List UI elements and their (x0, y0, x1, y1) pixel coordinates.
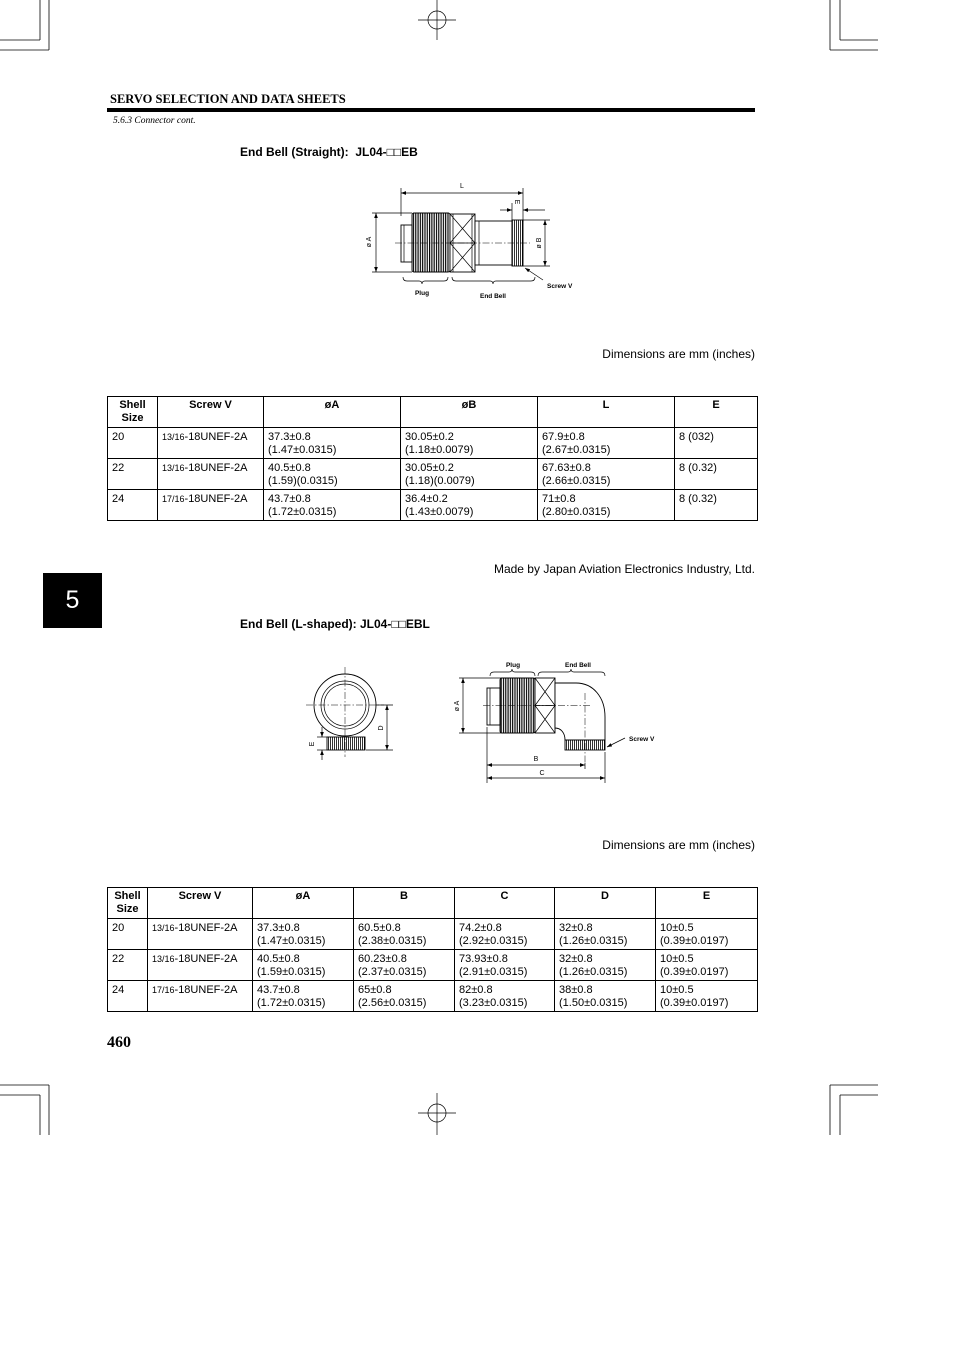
column-header (158, 397, 264, 428)
dimension-value-inches: (1.59±0.0315) (257, 965, 326, 978)
crop-mark-bottom-right (830, 1085, 878, 1135)
dimension-cell (555, 950, 656, 981)
column-header-text: øB (461, 399, 477, 411)
dimension-label-phi-b: ø B (535, 237, 543, 249)
dimension-value-inches: (2.80±0.0315) (542, 505, 611, 518)
registration-mark-top (418, 0, 456, 40)
dimension-value-mm: 8 (032) (679, 431, 714, 443)
plug-label: Plug (414, 290, 430, 297)
column-header (401, 397, 538, 428)
dimension-value-inches: (0.39±0.0197) (660, 934, 729, 947)
column-header (148, 888, 253, 919)
column-header (108, 888, 148, 919)
dimension-value-mm: 8 (0.32) (679, 493, 717, 505)
screw-v-cell (148, 950, 253, 981)
dimension-value-inches: (2.91±0.0315) (459, 965, 528, 978)
page-number: 460 (107, 1034, 131, 1051)
dimension-value-inches: (3.23±0.0315) (459, 996, 528, 1009)
screw-v-cell (148, 919, 253, 950)
threaded-end (327, 737, 365, 750)
l-shaped-end-bell-dimensions-table (107, 887, 758, 1012)
dimension-value-mm: 67.63±0.8 (542, 462, 591, 474)
brace (403, 277, 448, 284)
dimension-cell (354, 981, 455, 1012)
l-shaped-side-view-drawing (450, 655, 665, 787)
table-row (108, 981, 758, 1012)
table-row (108, 428, 758, 459)
dimension-phi-B (523, 220, 550, 266)
table-row (108, 950, 758, 981)
crop-mark-top-right (830, 0, 878, 50)
dimension-label-B: B (533, 756, 539, 763)
dimension-cell (538, 490, 675, 521)
screw-thread-fraction: 17/16 (152, 985, 175, 995)
brace (452, 277, 535, 284)
plug-body (401, 213, 450, 272)
table-header-row (108, 888, 758, 919)
manufacturer-note: Made by Japan Aviation Electronics Industry, Ltd. (493, 562, 755, 576)
column-header-text: Size (116, 902, 139, 915)
dimension-value-inches: (1.18)(0.0079) (405, 474, 475, 487)
column-header-text: øA (295, 890, 311, 902)
dimension-value-mm: 82±0.8 (459, 984, 493, 996)
dimension-value-inches: (1.43±0.0079) (405, 505, 474, 518)
leader-line (607, 738, 625, 747)
dimension-value-inches: (1.47±0.0315) (257, 934, 326, 947)
dimension-value-inches: (2.56±0.0315) (358, 996, 427, 1009)
end-bell-brace (452, 277, 535, 300)
dimension-value-inches: (2.66±0.0315) (542, 474, 611, 487)
column-header-text: Size (121, 411, 144, 424)
column-header-text: Shell (119, 399, 146, 411)
column-header (455, 888, 555, 919)
dimension-label-phi-a: ø A (365, 236, 373, 248)
knurled-coupling-nut (412, 213, 450, 272)
dimension-value-inches: (1.72±0.0315) (257, 996, 326, 1009)
screw-v-cell (148, 981, 253, 1012)
dimension-value-inches: (1.47±0.0315) (268, 443, 337, 456)
dimension-value-mm: 67.9±0.8 (542, 431, 585, 443)
dimension-cell (401, 459, 538, 490)
screw-v-callout (607, 736, 655, 747)
table-body (108, 919, 758, 1012)
registration-mark-bottom (418, 1093, 456, 1135)
end-bell-label: End Bell (479, 293, 507, 300)
shell-size-cell (108, 490, 158, 521)
screw-thread-spec: -18UNEF-2A (184, 462, 248, 474)
crop-mark-bottom-left (0, 1085, 49, 1135)
dimension-value-inches: (2.92±0.0315) (459, 934, 528, 947)
screw-v-cell (158, 459, 264, 490)
screw-v-label: Screw V (547, 283, 573, 290)
table-body (108, 428, 758, 521)
dimension-cell (264, 490, 401, 521)
dimension-cell (656, 950, 758, 981)
header-rule (107, 108, 755, 112)
dimension-value-inches: (1.26±0.0315) (559, 934, 628, 947)
column-header-text: C (500, 890, 509, 902)
column-header-text: E (712, 399, 720, 411)
screw-thread-spec: -18UNEF-2A (174, 953, 238, 965)
dimension-value-inches: (1.50±0.0315) (559, 996, 628, 1009)
dimension-label-D: D (377, 725, 385, 731)
dimension-value-inches: (2.67±0.0315) (542, 443, 611, 456)
dimension-value-mm: 43.7±0.8 (257, 984, 300, 996)
dimension-E (500, 200, 545, 222)
shell-size-value: 22 (112, 953, 125, 965)
table-row (108, 919, 758, 950)
l-shaped-end-bell-title: End Bell (L-shaped): JL04-□□EBL (240, 617, 430, 631)
dimension-value-inches: (1.72±0.0315) (268, 505, 337, 518)
table-row (108, 490, 758, 521)
dimension-label-E: E (308, 741, 316, 747)
dimension-cell (455, 950, 555, 981)
column-header-text: L (602, 399, 610, 411)
dimension-value-inches: (0.39±0.0197) (660, 996, 729, 1009)
dimension-label-L: L (460, 183, 464, 190)
dimension-cell (253, 950, 354, 981)
plug-brace (403, 277, 448, 297)
plug-brace (490, 662, 535, 676)
screw-thread-fraction: 13/16 (162, 432, 185, 442)
shell-size-value: 24 (112, 493, 125, 505)
dimension-value-mm: 43.7±0.8 (268, 493, 311, 505)
dimension-cell (555, 919, 656, 950)
dimension-cell (538, 428, 675, 459)
dimension-cell (253, 981, 354, 1012)
dimension-cell (675, 459, 758, 490)
table-header-row (108, 397, 758, 428)
section-title: SERVO SELECTION AND DATA SHEETS (110, 92, 346, 106)
screw-v-label: Screw V (629, 736, 655, 743)
dimension-cell (264, 459, 401, 490)
dimension-value-mm: 60.5±0.8 (358, 922, 401, 934)
dimension-C (487, 752, 605, 783)
dimension-value-mm: 40.5±0.8 (257, 953, 300, 965)
screw-thread-spec: -18UNEF-2A (174, 922, 238, 934)
dimension-value-mm: 37.3±0.8 (268, 431, 311, 443)
column-header-text: øA (324, 399, 340, 411)
dimension-value-inches: (1.26±0.0315) (559, 965, 628, 978)
shell-size-cell (108, 919, 148, 950)
screw-thread-fraction: 17/16 (162, 494, 185, 504)
units-note-straight: Dimensions are mm (inches) (602, 347, 755, 361)
plug-back-shell (487, 688, 500, 725)
dimension-value-mm: 8 (0.32) (679, 462, 717, 474)
dimension-cell (401, 428, 538, 459)
dimension-value-mm: 74.2±0.8 (459, 922, 502, 934)
dimension-cell (538, 459, 675, 490)
shell-size-value: 20 (112, 431, 125, 443)
dimension-value-mm: 40.5±0.8 (268, 462, 311, 474)
shell-size-cell (108, 950, 148, 981)
straight-end-bell-title: End Bell (Straight): JL04-□□EB (240, 145, 418, 159)
chapter-tab: 5 (43, 573, 102, 628)
brace (538, 669, 605, 676)
column-header-text: Screw V (189, 399, 232, 411)
dimension-cell (455, 981, 555, 1012)
dimension-value-mm: 36.4±0.2 (405, 493, 448, 505)
column-header (656, 888, 758, 919)
dimension-cell (675, 428, 758, 459)
shell-size-value: 24 (112, 984, 125, 996)
leader-line (525, 268, 543, 280)
subsection-label: 5.6.3 Connector cont. (113, 116, 196, 126)
dimension-value-mm: 10±0.5 (660, 984, 694, 996)
shell-size-cell (108, 428, 158, 459)
crop-mark-top-left (0, 0, 49, 50)
table-head (108, 397, 758, 428)
dimension-value-mm: 30.05±0.2 (405, 462, 454, 474)
dimension-label-E: E (513, 199, 521, 205)
column-header-text: Screw V (178, 890, 222, 902)
units-note-l-shaped: Dimensions are mm (inches) (602, 838, 755, 852)
plug-label: Plug (505, 662, 521, 669)
screw-v-cell (158, 428, 264, 459)
shell-size-value: 22 (112, 462, 125, 474)
straight-end-bell-dimensions-table (107, 396, 758, 521)
dimension-cell (253, 919, 354, 950)
column-header-text: B (400, 890, 408, 902)
table-head (108, 888, 758, 919)
column-header-text: E (702, 890, 711, 902)
dimension-value-mm: 65±0.8 (358, 984, 392, 996)
dimension-cell (264, 428, 401, 459)
end-bell-sleeve (475, 221, 512, 265)
dimension-cell (656, 919, 758, 950)
elbow-shell (555, 683, 605, 740)
plug-back-shell (401, 225, 412, 262)
dimension-label-phi-a: ø A (453, 700, 461, 712)
dimension-cell (555, 981, 656, 1012)
screw-thread-fraction: 13/16 (162, 463, 185, 473)
dimension-value-mm: 30.05±0.2 (405, 431, 454, 443)
dimension-cell (675, 490, 758, 521)
dimension-value-inches: (1.59)(0.0315) (268, 474, 338, 487)
column-header (264, 397, 401, 428)
screw-thread-fraction: 13/16 (152, 954, 175, 964)
dimension-value-mm: 32±0.8 (559, 953, 593, 965)
elbow-end-bell-body (535, 678, 605, 750)
column-header-text: D (601, 890, 609, 902)
screw-thread-fraction: 13/16 (152, 923, 175, 933)
dimension-value-inches: (1.18±0.0079) (405, 443, 474, 456)
dimension-value-mm: 71±0.8 (542, 493, 576, 505)
dimension-E (309, 727, 327, 760)
dimension-value-mm: 10±0.5 (660, 953, 694, 965)
shell-size-cell (108, 981, 148, 1012)
column-header (108, 397, 158, 428)
end-bell-brace (538, 662, 605, 676)
dimension-cell (354, 919, 455, 950)
l-shaped-front-view-drawing (300, 665, 400, 765)
dimension-value-mm: 32±0.8 (559, 922, 593, 934)
dimension-value-mm: 37.3±0.8 (257, 922, 300, 934)
dimension-value-mm: 73.93±0.8 (459, 953, 508, 965)
end-bell-label: End Bell (564, 662, 592, 669)
dimension-value-mm: 38±0.8 (559, 984, 593, 996)
column-header (354, 888, 455, 919)
shell-size-cell (108, 459, 158, 490)
screw-thread-spec: -18UNEF-2A (184, 493, 248, 505)
dimension-value-inches: (2.37±0.0315) (358, 965, 427, 978)
column-header (675, 397, 758, 428)
screw-v-cell (158, 490, 264, 521)
screw-thread-spec: -18UNEF-2A (174, 984, 238, 996)
column-header-text: Shell (114, 890, 141, 902)
screw-thread-spec: -18UNEF-2A (184, 431, 248, 443)
column-header (253, 888, 354, 919)
dimension-cell (354, 950, 455, 981)
table-row (108, 459, 758, 490)
dimension-value-inches: (2.38±0.0315) (358, 934, 427, 947)
dimension-cell (401, 490, 538, 521)
column-header (538, 397, 675, 428)
shell-size-value: 20 (112, 922, 125, 934)
dimension-value-inches: (0.39±0.0197) (660, 965, 729, 978)
dimension-cell (656, 981, 758, 1012)
dimension-value-mm: 60.23±0.8 (358, 953, 407, 965)
brace (490, 669, 535, 676)
straight-end-bell-drawing (360, 176, 600, 306)
screw-v-callout (525, 268, 573, 290)
column-header (555, 888, 656, 919)
dimension-label-C: C (539, 770, 545, 777)
dimension-cell (455, 919, 555, 950)
dimension-value-mm: 10±0.5 (660, 922, 694, 934)
